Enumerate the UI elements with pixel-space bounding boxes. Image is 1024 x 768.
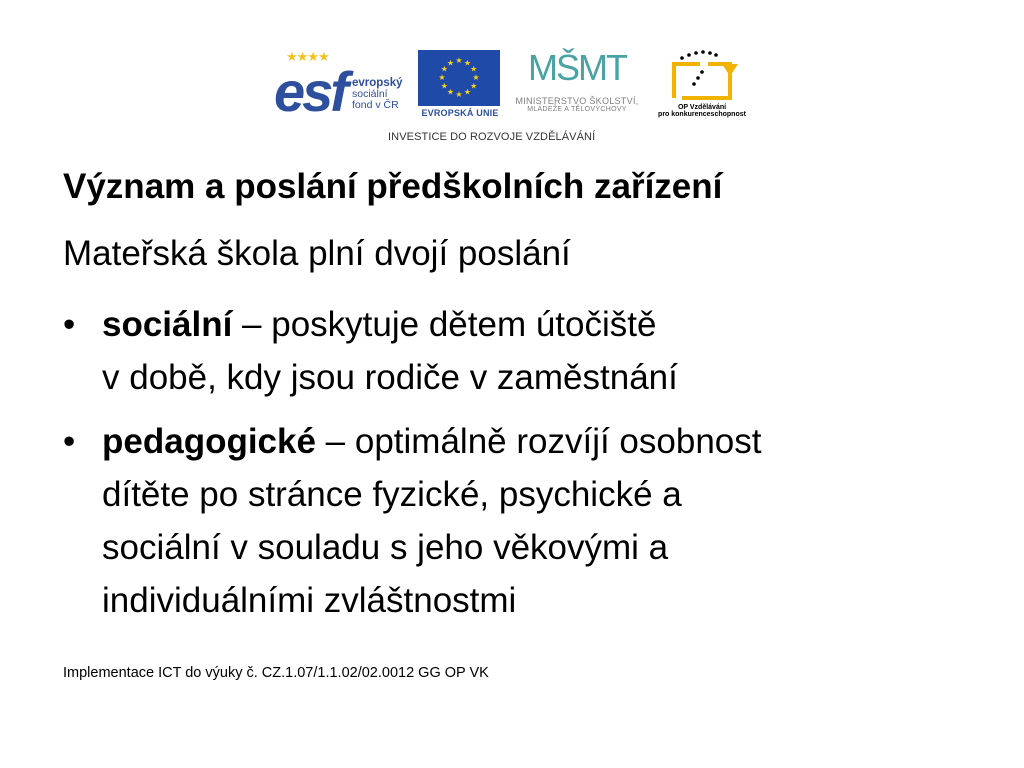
svg-text:★: ★ xyxy=(440,81,448,91)
esf-line-1: evropský xyxy=(352,77,403,89)
svg-text:★: ★ xyxy=(455,90,463,99)
bullet-item-social xyxy=(63,298,983,404)
bullet-text: – poskytuje dětem útočiště xyxy=(232,305,657,344)
esf-logo-text xyxy=(352,78,403,111)
esf-line-2: sociální xyxy=(352,88,388,100)
bullet-icon: • xyxy=(63,305,76,344)
svg-text:★: ★ xyxy=(440,64,448,74)
eu-flag-icon xyxy=(418,50,500,106)
bullet-item-pedagogical xyxy=(63,415,983,627)
bullet-line: dítěte po stránce fyzické, psychické a xyxy=(102,475,682,514)
op-logo-mark-icon xyxy=(652,46,752,102)
svg-text:★: ★ xyxy=(470,81,478,91)
slide-title: Význam a poslání předškolních zařízení xyxy=(63,167,723,206)
investment-tagline: INVESTICE DO ROZVOJE VZDĚLÁVÁNÍ xyxy=(388,131,596,143)
bullet-text: – optimálně rozvíjí osobnost xyxy=(315,422,762,461)
op-line-1: OP Vzdělávání xyxy=(677,104,727,111)
esf-line-3: fond v ČR xyxy=(352,99,399,111)
bullet-icon: • xyxy=(63,422,76,461)
esf-stars-icon: ★★★★ xyxy=(286,49,329,64)
msmt-line-2: MLÁDEŽE A TĚLOVÝCHOVY xyxy=(527,106,627,113)
svg-text:★: ★ xyxy=(446,58,455,68)
msmt-logo-mark: MŠMT xyxy=(528,47,626,88)
svg-text:★: ★ xyxy=(455,56,463,65)
bullet-term: pedagogické xyxy=(102,422,316,461)
bullet-line: v době, kdy jsou rodiče v zaměstnání xyxy=(102,358,678,397)
bullet-term: sociální xyxy=(102,305,233,344)
op-line-2: pro konkurenceschopnost xyxy=(658,111,746,118)
svg-text:★: ★ xyxy=(470,64,478,74)
msmt-line-1: MINISTERSTVO ŠKOLSTVÍ, xyxy=(515,96,639,106)
svg-text:★: ★ xyxy=(472,73,480,82)
svg-text:★: ★ xyxy=(446,87,455,97)
eu-stars-icon xyxy=(418,50,500,106)
bullet-line: individuálními zvláštnostmi xyxy=(102,581,517,620)
eu-logo xyxy=(418,50,502,118)
slide-footer: Implementace ICT do výuky č. CZ.1.07/1.1.02/02.0012 GG OP VK xyxy=(63,665,489,681)
esf-logo-mark: esf xyxy=(274,60,346,123)
msmt-logo xyxy=(508,48,646,113)
bullet-line: sociální v souladu s jeho věkovými a xyxy=(102,528,669,567)
op-logo xyxy=(652,46,752,118)
svg-text:★: ★ xyxy=(463,87,472,97)
eu-logo-label: EVROPSKÁ UNIE xyxy=(421,108,499,118)
svg-text:★: ★ xyxy=(463,58,472,68)
slide-subtitle: Mateřská škola plní dvojí poslání xyxy=(63,234,571,273)
svg-text:★: ★ xyxy=(438,73,446,82)
esf-logo xyxy=(274,50,410,122)
logo-banner xyxy=(274,44,752,144)
bullet-line xyxy=(102,298,983,351)
bullet-list xyxy=(63,298,983,638)
bullet-line xyxy=(102,415,983,468)
